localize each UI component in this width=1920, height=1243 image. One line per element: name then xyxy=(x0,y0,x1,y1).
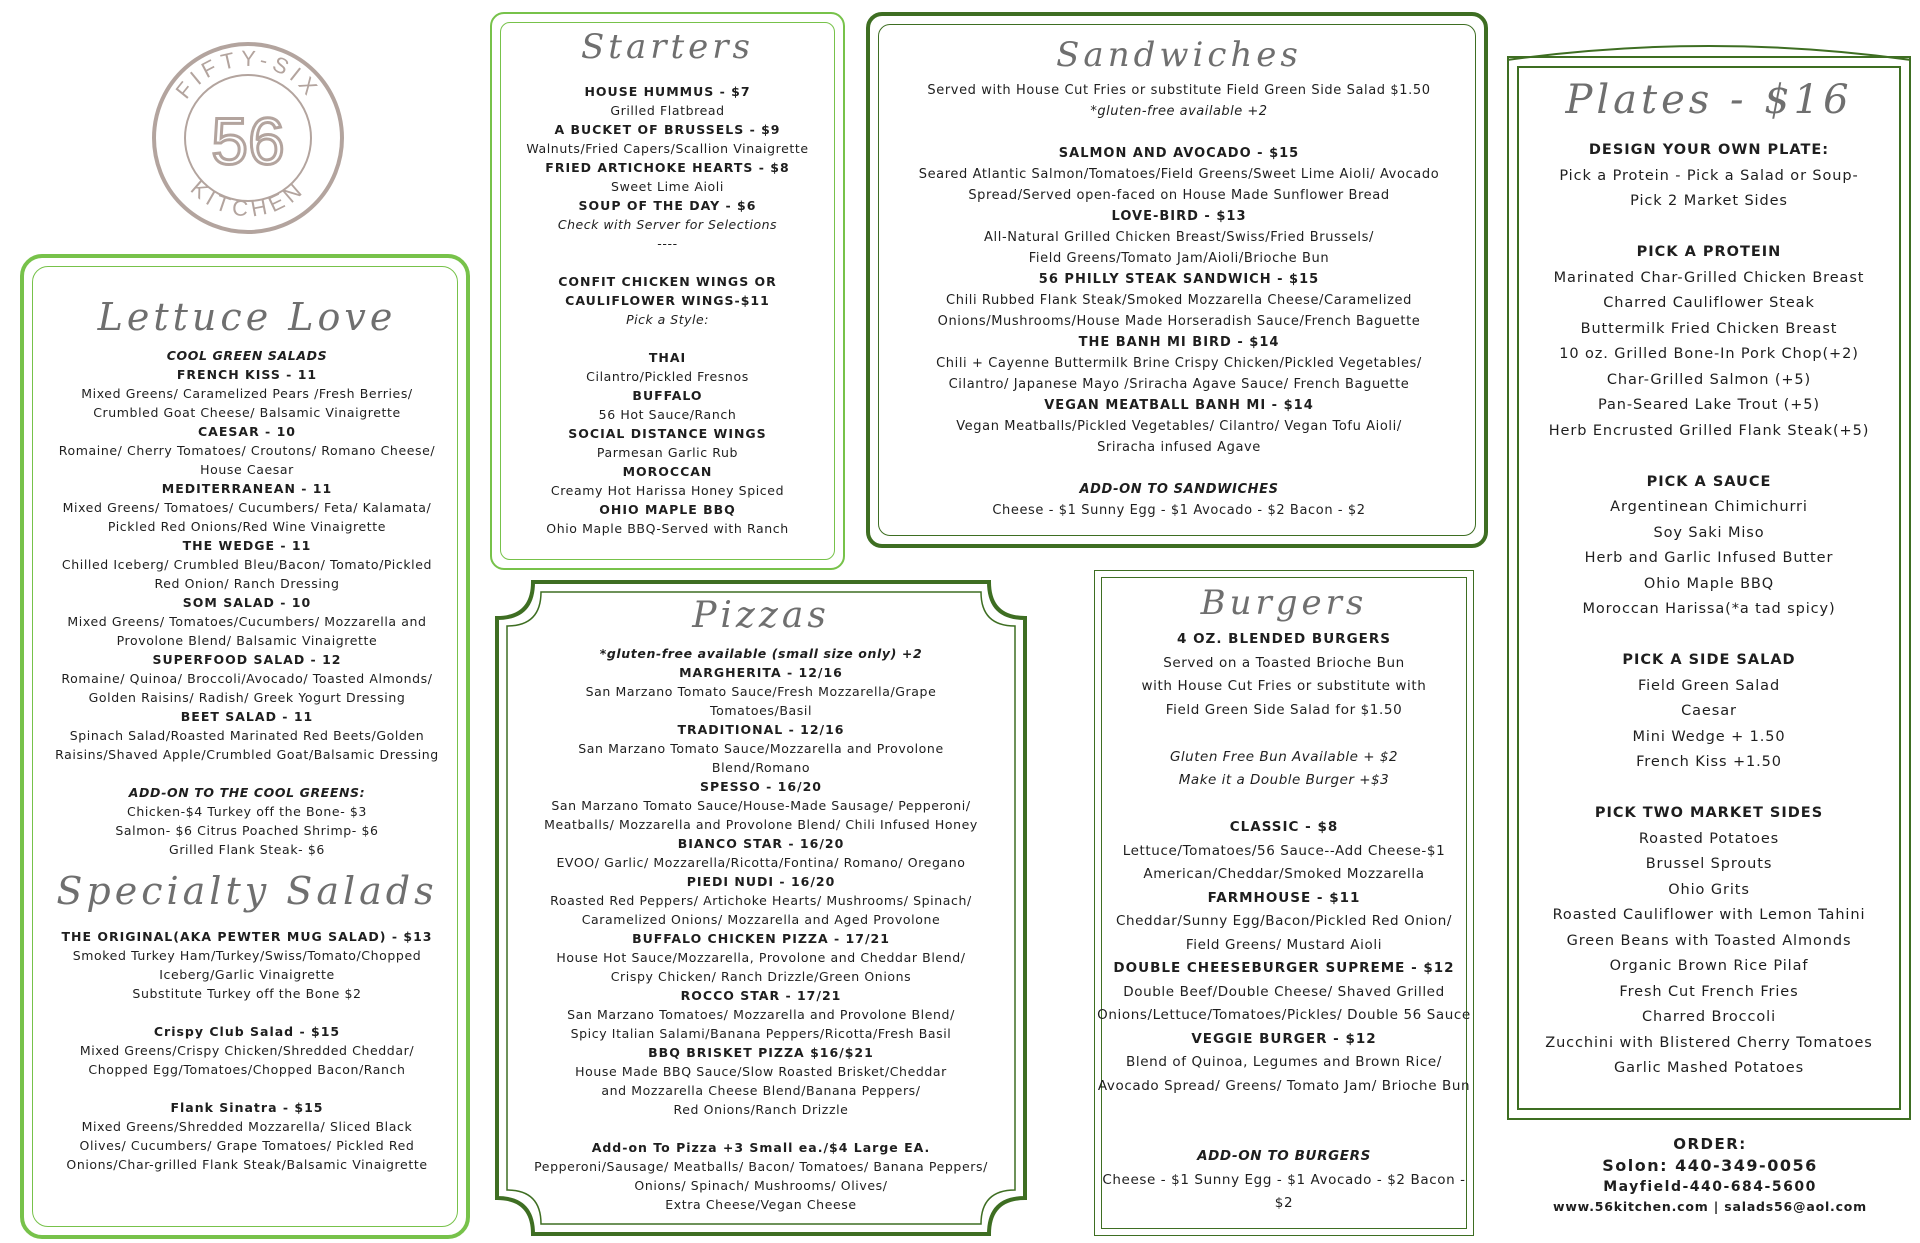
burger-intro-line: Served on a Toasted Brioche Bun xyxy=(1163,654,1405,671)
pizzas-title: Pizzas xyxy=(692,595,830,636)
cool-green-salads-heading: COOL GREEN SALADS xyxy=(166,348,328,363)
market-side-option: Roasted Cauliflower with Lemon Tahini xyxy=(1552,907,1866,923)
pizzas-content xyxy=(500,592,1022,1214)
pizza-item-desc: Meatballs/ Mozzarella and Provolone Blend/ Chili Infused Honey xyxy=(544,817,978,832)
market-side-option: Garlic Mashed Potatoes xyxy=(1613,1060,1805,1076)
salad-item-name: MEDITERRANEAN - 11 xyxy=(161,481,333,496)
pizza-item-name: ROCCO STAR - 17/21 xyxy=(680,988,842,1003)
sandwich-item-desc: Cilantro/ Japanese Mayo /Sriracha Agave Sauce/ French Baguette xyxy=(948,377,1410,392)
sauce-option: Herb and Garlic Infused Butter xyxy=(1584,550,1834,566)
salad-item-name: FRENCH KISS - 11 xyxy=(176,367,318,382)
protein-option: Charred Cauliflower Steak xyxy=(1603,295,1815,311)
sandwich-item-desc: Seared Atlantic Salmon/Tomatoes/Field Greens/Sweet Lime Aioli/ Avocado xyxy=(918,167,1440,182)
side-salad-option: Caesar xyxy=(1681,703,1737,719)
pizza-item-name: BIANCO STAR - 16/20 xyxy=(677,836,845,851)
market-side-option: Organic Brown Rice Pilaf xyxy=(1609,958,1809,974)
pizza-addon-line: Pepperoni/Sausage/ Meatballs/ Bacon/ Tomatoes/ Banana Peppers/ xyxy=(534,1159,988,1174)
starter-item-name: FRIED ARTICHOKE HEARTS - $8 xyxy=(545,160,790,175)
market-side-option: Ohio Grits xyxy=(1668,881,1750,898)
burger-note: Make it a Double Burger +$3 xyxy=(1178,772,1390,788)
order-contact xyxy=(1510,1133,1910,1217)
wing-style-name: BUFFALO xyxy=(632,388,703,403)
pizza-item-name: SPESSO - 16/20 xyxy=(699,779,823,794)
specialty-item-desc: Iceberg/Garlic Vinaigrette xyxy=(159,967,335,982)
salad-item-name: SUPERFOOD SALAD - 12 xyxy=(152,652,342,667)
sandwich-item-desc: Spread/Served open-faced on House Made Sunflower Bread xyxy=(968,188,1390,203)
salad-item-desc: Raisins/Shaved Apple/Crumbled Goat/Balsamic Dressing xyxy=(55,747,439,762)
salad-item-name: THE WEDGE - 11 xyxy=(182,538,312,553)
pizza-item-desc: Blend/Romano xyxy=(711,760,811,775)
design-plate-title: DESIGN YOUR OWN PLATE: xyxy=(1588,142,1830,158)
salad-item-desc: Spinach Salad/Roasted Marinated Red Beets/Golden xyxy=(69,728,425,743)
sandwich-item-name: LOVE-BIRD - $13 xyxy=(1111,209,1247,224)
pizza-addon-line: Onions/ Spinach/ Mushrooms/ Olives/ xyxy=(634,1178,888,1193)
specialty-item-name: Crispy Club Salad - $15 xyxy=(153,1024,341,1039)
sandwich-item-desc: Chili Rubbed Flank Steak/Smoked Mozzarella Cheese/Caramelized xyxy=(946,293,1412,308)
specialty-salads-title: Specialty Salads xyxy=(56,869,438,913)
salad-item-desc: Provolone Blend/ Balsamic Vinaigrette xyxy=(116,633,378,648)
starter-item-name: SOUP OF THE DAY - $6 xyxy=(578,198,757,213)
pick-a-style: Pick a Style: xyxy=(626,312,709,327)
specialty-item-name: THE ORIGINAL(AKA PEWTER MUG SALAD) - $13 xyxy=(61,929,433,944)
wing-style-name: THAI xyxy=(648,350,687,365)
sandwiches-addon-title: ADD-ON TO SANDWICHES xyxy=(1079,482,1279,497)
sandwich-item-name: VEGAN MEATBALL BANH MI - $14 xyxy=(1044,398,1314,413)
burgers-addon: Cheese - $1 Sunny Egg - $1 Avocado - $2 Bacon - $2 xyxy=(1102,1171,1466,1211)
salad-addon-line: Salmon- $6 Citrus Poached Shrimp- $6 xyxy=(115,823,379,838)
pizzas-gluten-free: *gluten-free available (small size only) +2 xyxy=(599,646,923,661)
salad-item-desc: Mixed Greens/ Tomatoes/ Cucumbers/ Feta/ Kalamata/ xyxy=(62,500,432,515)
burger-item-desc: Blend of Quinoa, Legumes and Brown Rice/ xyxy=(1126,1054,1442,1070)
specialty-item-desc: Mixed Greens/Crispy Chicken/Shredded Cheddar/ xyxy=(79,1043,415,1058)
sauce-option: Moroccan Harissa(*a tad spicy) xyxy=(1582,601,1836,617)
burger-item-desc: Double Beef/Double Cheese/ Shaved Grilled xyxy=(1123,983,1445,1000)
burger-item-name: DOUBLE CHEESEBURGER SUPREME - $12 xyxy=(1113,960,1455,976)
pick-side-salad-title: PICK A SIDE SALAD xyxy=(1622,652,1796,668)
salad-item-desc: Romaine/ Quinoa/ Broccoli/Avocado/ Toasted Almonds/ xyxy=(61,671,433,686)
side-salad-option: French Kiss +1.50 xyxy=(1636,754,1782,770)
wing-style-name: SOCIAL DISTANCE WINGS xyxy=(568,426,767,441)
specialty-item-desc: Onions/Char-grilled Flank Steak/Balsamic Vinaigrette xyxy=(66,1157,428,1172)
wings-title-line-2: CAULIFLOWER WINGS-$11 xyxy=(565,293,770,308)
sandwich-item-name: SALMON AND AVOCADO - $15 xyxy=(1058,146,1300,161)
salad-item-name: SOM SALAD - 10 xyxy=(182,595,312,610)
wing-style-desc: 56 Hot Sauce/Ranch xyxy=(598,407,737,422)
market-side-option: Green Beans with Toasted Almonds xyxy=(1566,932,1852,949)
sauce-option: Soy Saki Miso xyxy=(1653,524,1765,541)
side-salad-option: Field Green Salad xyxy=(1637,677,1781,694)
side-salad-option: Mini Wedge + 1.50 xyxy=(1632,728,1786,745)
plates-roof xyxy=(1507,40,1911,62)
sandwiches-addon: Cheese - $1 Sunny Egg - $1 Avocado - $2 Bacon - $2 xyxy=(992,503,1366,518)
burger-intro-line: with House Cut Fries or substitute with xyxy=(1141,678,1427,694)
starter-item-desc: Sweet Lime Aioli xyxy=(611,179,724,194)
mayfield-phone: Mayfield-440-684-5600 xyxy=(1603,1179,1817,1195)
pizza-item-name: TRADITIONAL - 12/16 xyxy=(677,722,845,737)
salad-item-name: BEET SALAD - 11 xyxy=(180,709,314,724)
wing-style-name: OHIO MAPLE BBQ xyxy=(599,502,736,517)
starters-divider: ---- xyxy=(657,236,678,251)
design-plate-line-2: Pick 2 Market Sides xyxy=(1630,193,1788,209)
protein-option: Pan-Seared Lake Trout (+5) xyxy=(1598,397,1820,413)
sauce-option: Argentinean Chimichurri xyxy=(1610,499,1808,515)
restaurant-logo xyxy=(148,38,348,238)
pizza-item-desc: San Marzano Tomato Sauce/Fresh Mozzarella/Grape xyxy=(585,684,937,699)
salad-item-name: CAESAR - 10 xyxy=(198,424,296,439)
burger-item-name: VEGGIE BURGER - $12 xyxy=(1191,1030,1377,1047)
plates-content xyxy=(1509,70,1909,1082)
wing-style-desc: Creamy Hot Harissa Honey Spiced xyxy=(550,483,785,498)
pick-market-sides-title: PICK TWO MARKET SIDES xyxy=(1594,805,1824,821)
pizza-item-desc: and Mozzarella Cheese Blend/Banana Peppers/ xyxy=(601,1083,921,1098)
plates-title: Plates - $16 xyxy=(1565,77,1853,123)
design-plate-line-1: Pick a Protein - Pick a Salad or Soup- xyxy=(1559,167,1859,184)
market-side-option: Fresh Cut French Fries xyxy=(1619,983,1799,1000)
salad-item-desc: Red Onion/ Ranch Dressing xyxy=(154,576,340,591)
sandwich-item-desc: Sriracha infused Agave xyxy=(1097,440,1261,455)
salad-item-desc: Chilled Iceberg/ Crumbled Bleu/Bacon/ Tomato/Pickled xyxy=(61,557,433,572)
salad-item-desc: House Caesar xyxy=(200,462,294,477)
burger-item-name: CLASSIC - $8 xyxy=(1229,819,1339,835)
burgers-title: Burgers xyxy=(1200,583,1368,623)
salad-item-desc: Mixed Greens/ Tomatoes/Cucumbers/ Mozzarella and xyxy=(67,614,427,629)
protein-option: Herb Encrusted Grilled Flank Steak(+5) xyxy=(1548,422,1870,439)
pizza-item-desc: Crispy Chicken/ Ranch Drizzle/Green Onions xyxy=(610,969,912,984)
pizza-item-desc: Roasted Red Peppers/ Artichoke Hearts/ Mushrooms/ Spinach/ xyxy=(550,893,972,908)
sandwich-item-desc: Onions/Mushrooms/House Made Horseradish Sauce/French Baguette xyxy=(937,314,1421,329)
starter-item-desc: Grilled Flatbread xyxy=(610,103,725,118)
sauce-option: Ohio Maple BBQ xyxy=(1643,575,1775,592)
solon-phone: Solon: 440-349-0056 xyxy=(1602,1156,1818,1175)
logo-text-top: FIFTY-SIX xyxy=(170,45,326,104)
burger-item-name: FARMHOUSE - $11 xyxy=(1207,889,1361,906)
order-label: ORDER: xyxy=(1673,1135,1747,1153)
burger-intro-line: Field Green Side Salad for $1.50 xyxy=(1165,701,1403,718)
pick-protein-title: PICK A PROTEIN xyxy=(1636,244,1782,260)
market-side-option: Charred Broccoli xyxy=(1641,1009,1777,1025)
sandwich-item-desc: All-Natural Grilled Chicken Breast/Swiss/Fried Brussels/ xyxy=(984,230,1374,245)
specialty-item-desc: Chopped Egg/Tomatoes/Chopped Bacon/Ranch xyxy=(88,1062,406,1077)
pizza-addon-title: Add-on To Pizza +3 Small ea./$4 Large EA. xyxy=(591,1140,931,1155)
specialty-item-desc: Smoked Turkey Ham/Turkey/Swiss/Tomato/Chopped xyxy=(72,948,422,963)
wing-style-desc: Cilantro/Pickled Fresnos xyxy=(586,369,749,384)
burger-item-desc: Cheddar/Sunny Egg/Bacon/Pickled Red Onion/ xyxy=(1115,913,1453,929)
svg-text:KITCHEN xyxy=(186,175,310,221)
pizza-item-name: MARGHERITA - 12/16 xyxy=(679,665,843,680)
salad-item-desc: Pickled Red Onions/Red Wine Vinaigrette xyxy=(107,519,387,534)
wing-style-desc: Ohio Maple BBQ-Served with Ranch xyxy=(546,521,789,536)
pizza-item-desc: Tomatoes/Basil xyxy=(709,703,813,718)
protein-option: Buttermilk Fried Chicken Breast xyxy=(1580,320,1838,337)
sandwiches-title: Sandwiches xyxy=(1056,35,1302,75)
salad-addon-line: Chicken-$4 Turkey off the Bone- $3 xyxy=(127,804,367,819)
pizza-item-desc: House Made BBQ Sauce/Slow Roasted Brisket/Cheddar xyxy=(575,1064,947,1079)
burgers-addon-title: ADD-ON TO BURGERS xyxy=(1197,1148,1371,1164)
sandwiches-gluten-free: *gluten-free available +2 xyxy=(1090,104,1268,119)
burgers-header: 4 OZ. BLENDED BURGERS xyxy=(1176,631,1391,647)
starter-item-name: A BUCKET OF BRUSSELS - $9 xyxy=(554,122,781,137)
salad-addon-line: Grilled Flank Steak- $6 xyxy=(169,842,325,857)
pizza-item-desc: San Marzano Tomato Sauce/Mozzarella and Provolone xyxy=(578,741,944,756)
logo-number: 56 xyxy=(211,104,285,178)
pizza-item-desc: San Marzano Tomato Sauce/House-Made Sausage/ Pepperoni/ xyxy=(551,798,971,813)
burger-item-desc: Avocado Spread/ Greens/ Tomato Jam/ Brioche Bun xyxy=(1097,1077,1471,1094)
pick-sauce-title: PICK A SAUCE xyxy=(1646,473,1772,490)
market-side-option: Brussel Sprouts xyxy=(1645,856,1773,872)
pizza-addon-line: Extra Cheese/Vegan Cheese xyxy=(665,1197,857,1212)
sandwich-item-name: 56 PHILLY STEAK SANDWICH - $15 xyxy=(1038,272,1320,287)
burger-item-desc: Onions/Lettuce/Tomatoes/Pickles/ Double 56 Sauce xyxy=(1097,1007,1471,1023)
starter-item-desc: Check with Server for Selections xyxy=(557,217,778,232)
starter-item-desc: Walnuts/Fried Capers/Scallion Vinaigrette xyxy=(526,141,809,156)
pizza-item-desc: Spicy Italian Salami/Banana Peppers/Ricotta/Fresh Basil xyxy=(570,1026,952,1041)
salad-item-desc: Romaine/ Cherry Tomatoes/ Croutons/ Romano Cheese/ xyxy=(58,443,436,458)
sandwich-item-name: THE BANH MI BIRD - $14 xyxy=(1078,335,1280,350)
salad-item-desc: Golden Raisins/ Radish/ Greek Yogurt Dressing xyxy=(88,690,406,705)
wing-style-desc: Parmesan Garlic Rub xyxy=(596,445,739,460)
specialty-item-desc: Olives/ Cucumbers/ Grape Tomatoes/ Pickled Red xyxy=(79,1138,415,1153)
burger-item-desc: American/Cheddar/Smoked Mozzarella xyxy=(1143,866,1425,882)
starter-item-name: HOUSE HUMMUS - $7 xyxy=(584,84,751,99)
burger-note: Gluten Free Bun Available + $2 xyxy=(1169,748,1399,765)
market-side-option: Zucchini with Blistered Cherry Tomatoes xyxy=(1545,1034,1873,1051)
lettuce-love-title: Lettuce Love xyxy=(97,295,397,339)
sandwich-item-desc: Field Greens/Tomato Jam/Aioli/Brioche Bun xyxy=(1028,251,1330,266)
pizza-item-name: BUFFALO CHICKEN PIZZA - 17/21 xyxy=(632,931,890,946)
protein-option: Marinated Char-Grilled Chicken Breast xyxy=(1553,269,1865,286)
logo-text-bottom: KITCHEN xyxy=(185,175,311,222)
lettuce-love-content xyxy=(24,292,470,1174)
salad-item-desc: Crumbled Goat Cheese/ Balsamic Vinaigrette xyxy=(93,405,401,420)
specialty-item-name: Flank Sinatra - $15 xyxy=(170,1100,324,1115)
specialty-item-desc: Substitute Turkey off the Bone $2 xyxy=(132,986,362,1001)
cool-greens-addon-title: ADD-ON TO THE COOL GREENS: xyxy=(128,785,366,800)
protein-option: Char-Grilled Salmon (+5) xyxy=(1606,371,1812,388)
market-side-option: Roasted Potatoes xyxy=(1638,830,1780,847)
burger-item-desc: Lettuce/Tomatoes/56 Sauce--Add Cheese-$1 xyxy=(1122,842,1446,859)
starters-content xyxy=(492,24,843,538)
wing-style-name: MOROCCAN xyxy=(622,464,713,479)
starters-title: Starters xyxy=(581,27,754,67)
sandwiches-intro: Served with House Cut Fries or substitute Field Green Side Salad $1.50 xyxy=(927,83,1431,98)
burgers-content xyxy=(1096,580,1472,1216)
pizza-item-desc: San Marzano Tomatoes/ Mozzarella and Provolone Blend/ xyxy=(567,1007,955,1022)
salad-item-desc: Mixed Greens/ Caramelized Pears /Fresh Berries/ xyxy=(81,386,413,401)
protein-option: 10 oz. Grilled Bone-In Pork Chop(+2) xyxy=(1559,346,1859,362)
sandwich-item-desc: Vegan Meatballs/Pickled Vegetables/ Cilantro/ Vegan Tofu Aioli/ xyxy=(956,419,1402,434)
specialty-item-desc: Mixed Greens/Shredded Mozzarella/ Sliced Black xyxy=(81,1119,413,1134)
sandwiches-content xyxy=(870,34,1488,521)
pizza-item-desc: Red Onions/Ranch Drizzle xyxy=(673,1102,849,1117)
burger-item-desc: Field Greens/ Mustard Aioli xyxy=(1185,936,1383,953)
pizza-item-desc: Caramelized Onions/ Mozzarella and Aged Provolone xyxy=(581,912,941,927)
website-email: www.56kitchen.com | salads56@aol.com xyxy=(1552,1199,1868,1214)
pizza-item-name: BBQ BRISKET PIZZA $16/$21 xyxy=(648,1045,874,1060)
pizza-item-desc: EVOO/ Garlic/ Mozzarella/Ricotta/Fontina/ Romano/ Oregano xyxy=(556,855,966,870)
sandwich-item-desc: Chili + Cayenne Buttermilk Brine Crispy Chicken/Pickled Vegetables/ xyxy=(936,356,1422,371)
wings-title-line-1: CONFIT CHICKEN WINGS OR xyxy=(558,274,777,289)
pizza-item-name: PIEDI NUDI - 16/20 xyxy=(686,874,836,889)
pizza-item-desc: House Hot Sauce/Mozzarella, Provolone and Cheddar Blend/ xyxy=(556,950,966,965)
